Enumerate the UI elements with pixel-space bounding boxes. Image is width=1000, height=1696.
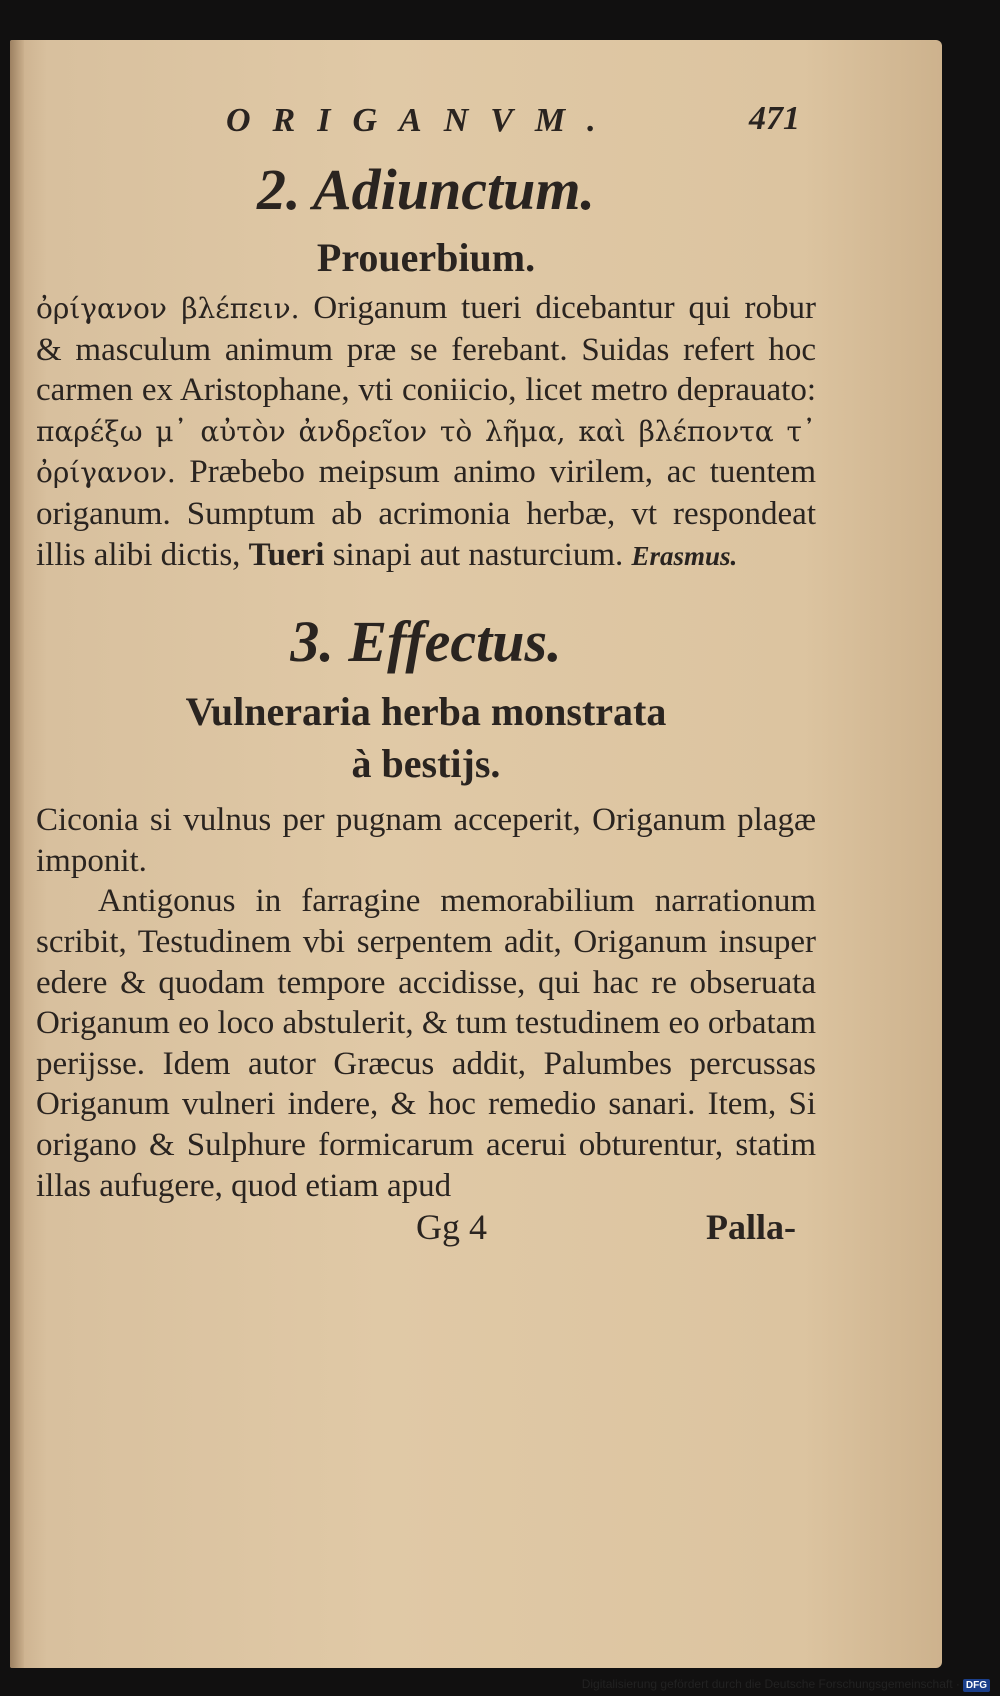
running-title: ORIGANVM. <box>226 102 618 139</box>
section-heading-adiunctum: 2. Adiunctum. <box>257 157 595 222</box>
dfg-logo: DFG <box>963 1679 990 1692</box>
signature-mark: Gg 4 <box>416 1207 487 1248</box>
credit-text: Digitalisierung gefördert durch die Deutsche Forschungsgemeinschaft · <box>581 1677 960 1691</box>
catchword: Palla- <box>706 1207 796 1248</box>
subheading-vulneraria-line1: Vulneraria herba monstrata <box>185 689 667 735</box>
proverb-text-3: sinapi aut nasturcium. <box>324 536 632 573</box>
page-footer <box>36 1206 816 1256</box>
subheading-vulneraria-line2: à bestijs. <box>351 741 501 787</box>
greek-proverb: ὀρίγανον βλέπειν. <box>36 292 300 325</box>
source-citation: Erasmus. <box>631 540 738 571</box>
paragraph-proverb <box>36 288 816 576</box>
greek-verse: παρέξω μ᾽ αὐτὸν ἀνδρεῖον τὸ λῆμα, καὶ βλέποντα τ᾽ ὀρίγανον. <box>36 414 816 490</box>
section-heading-effectus: 3. Effectus. <box>290 609 562 675</box>
book-page <box>10 40 942 1668</box>
page-header <box>36 96 816 150</box>
bold-phrase: Tueri <box>248 536 325 573</box>
page-text-block <box>36 96 816 1256</box>
page-binding-shadow <box>10 40 24 1668</box>
paragraph-ciconia: Ciconia si vulnus per pugnam acceperit, Origanum plagæ imponit. <box>36 802 816 879</box>
page-number: 471 <box>749 100 800 137</box>
digitization-credit <box>582 1677 990 1692</box>
proverb-text-2: Præbebo meipsum animo virilem, ac tuentem origanum. Sumptum ab acrimonia herbæ, vt respondeat illis alibi dictis, <box>36 454 816 573</box>
proverb-text-1: Origanum tueri dicebantur qui robur & masculum animum præ se ferebant. Suidas refert hoc carmen ex Aristophane, vti coniicio, licet metro deprauato: <box>36 290 816 409</box>
subheading-prouerbium: Prouerbium. <box>316 235 536 280</box>
paragraph-antigonus: Antigonus in farragine memorabilium narrationum scribit, Testudinem vbi serpentem adit, Origanum insuper edere & quodam tempore accidisse, qui hac re obseruata Origanum eo loco abstulerit, & tum testudinem eo orbatam perijsse. Idem autor Græcus addit, Palumbes percussas Origanum vulneri indere, & hoc remedio sanari. Item, Si origano & Sulphure formicarum acerui obturentur, statim illas aufugere, quod etiam apud <box>36 883 816 1204</box>
